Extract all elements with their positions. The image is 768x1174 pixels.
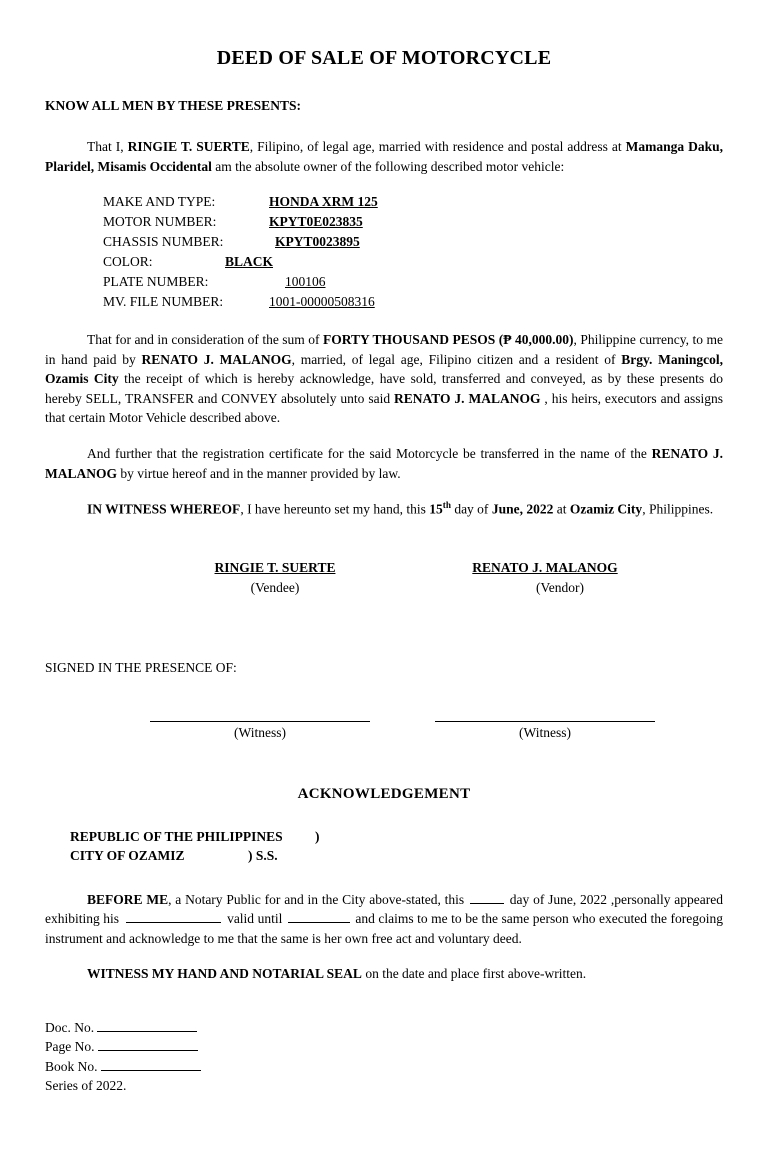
registration-text-b: by virtue hereof and in the manner provided by law.: [117, 465, 401, 481]
jurisdiction-row-republic: [70, 827, 723, 846]
signature-name-vendee: RINGIE T. SUERTE: [214, 560, 336, 576]
intro-text-b: , Filipino, of legal age, married with residence and postal address at: [249, 139, 626, 155]
signature-block: [45, 559, 723, 597]
vehicle-label-color: COLOR:: [103, 254, 153, 270]
registration-text-a: And further that the registration certificate for the said Motorcycle be transferred in the name of the: [87, 445, 652, 461]
vehicle-value-mv-file-number: 1001-00000508316: [269, 294, 375, 310]
registration-paragraph: [45, 444, 723, 483]
witness-signature-line-1: [150, 721, 370, 722]
notary-day-blank[interactable]: [470, 903, 504, 904]
execution-day-suffix: th: [442, 500, 451, 511]
book-no-label: Book No.: [45, 1058, 98, 1074]
consideration-text-a: That for and in consideration of the sum of: [87, 332, 324, 348]
vehicle-value-make: HONDA XRM 125: [269, 194, 378, 210]
acknowledgement-title: ACKNOWLEDGEMENT: [297, 786, 471, 803]
jurisdiction-row-city: [70, 846, 723, 865]
witness-seal-rest: on the date and place first above-written.: [361, 966, 587, 982]
page-no-label: Page No.: [45, 1039, 95, 1055]
vehicle-value-motor-number: KPYT0E023835: [269, 214, 363, 230]
vehicle-row: [103, 252, 723, 272]
consideration-text-b: , Philippine currency, to me in hand paid by: [45, 332, 723, 367]
signature-vendee: [160, 559, 390, 597]
document-content: [45, 45, 723, 1096]
preamble-heading: KNOW ALL MEN BY THESE PRESENTS:: [45, 98, 301, 114]
before-me-text-c: valid until: [223, 911, 286, 927]
signature-role-vendee: (Vendee): [250, 579, 300, 595]
intro-text-c: am the absolute owner of the following described motor vehicle:: [211, 158, 565, 174]
vendor-name-inline-2: RENATO J. MALANOG: [394, 390, 541, 406]
series-label: Series of 2022.: [45, 1078, 127, 1094]
vehicle-row: [103, 272, 723, 292]
witness-seal-paragraph: [45, 964, 723, 984]
witness-whereof-text-c: at: [553, 501, 570, 517]
witness-slot-2: [435, 721, 655, 742]
witness-label-1: (Witness): [234, 724, 286, 740]
doc-no-label: Doc. No.: [45, 1019, 95, 1035]
doc-no-blank[interactable]: [97, 1031, 197, 1032]
vehicle-value-chassis-number: KPYT0023895: [275, 234, 360, 250]
signature-role-vendor: (Vendor): [536, 579, 584, 595]
page-no-blank[interactable]: [98, 1050, 198, 1051]
jurisdiction-block: [45, 827, 723, 865]
vehicle-label-chassis-number: CHASSIS NUMBER:: [103, 234, 224, 250]
vendor-name-inline-3: RENATO J. MALANOG: [45, 445, 723, 481]
witness-whereof-text-b: day of: [450, 501, 492, 517]
intro-text-a: That I,: [87, 139, 128, 155]
execution-place: Ozamiz City: [569, 501, 643, 517]
before-me-text-b: day of June, 2022 ,personally appeared exhibiting his: [45, 891, 724, 927]
page-no-row: [45, 1037, 723, 1057]
vehicle-label-make: MAKE AND TYPE:: [103, 194, 216, 210]
consideration-text-c: , married, of legal age, Filipino citizen and a resident of: [291, 351, 622, 367]
signature-name-vendor: RENATO J. MALANOG: [472, 560, 618, 576]
vehicle-details-block: [45, 192, 723, 312]
execution-day-number: 15: [429, 501, 443, 517]
vendee-address-inline: Mamanga Daku, Plaridel, Misamis Occidental: [45, 139, 723, 174]
republic-label: REPUBLIC OF THE PHILIPPINES: [70, 829, 283, 845]
notary-validity-blank[interactable]: [288, 922, 350, 923]
vehicle-row: [103, 192, 723, 212]
vehicle-value-plate-number: 100106: [285, 274, 326, 290]
vehicle-label-plate-number: PLATE NUMBER:: [103, 274, 209, 290]
doc-no-row: [45, 1018, 723, 1038]
series-row: [45, 1076, 723, 1096]
document-numbers-block: [45, 1018, 723, 1096]
consideration-paragraph: [45, 330, 723, 428]
consideration-text-e: , his heirs, executors and assigns that certain Motor Vehicle described above.: [45, 390, 723, 426]
vehicle-value-color: BLACK: [225, 254, 274, 270]
witness-seal-lead: WITNESS MY HAND AND NOTARIAL SEAL: [87, 966, 362, 982]
signed-in-presence-heading: SIGNED IN THE PRESENCE OF:: [45, 659, 237, 675]
witness-signature-line-2: [435, 721, 655, 722]
execution-month-year: June, 2022: [491, 501, 554, 517]
vehicle-row: [103, 212, 723, 232]
vehicle-label-motor-number: MOTOR NUMBER:: [103, 214, 217, 230]
witness-slot-1: [150, 721, 370, 742]
consideration-text-d: the receipt of which is hereby acknowledge, have sold, transferred and conveyed, as by these presents do hereby SELL, TRANSFER and CONVEY absolutely unto said: [45, 371, 723, 406]
witness-whereof-text-d: , Philippines.: [642, 501, 714, 517]
witness-whereof-paragraph: [45, 499, 723, 519]
vehicle-row: [103, 232, 723, 252]
intro-paragraph: [45, 137, 723, 176]
city-paren: ) S.S.: [248, 848, 278, 864]
witness-signature-block: [45, 721, 723, 742]
consideration-amount: FORTY THOUSAND PESOS (₱ 40,000.00): [323, 332, 574, 348]
witness-whereof-text-a: , I have hereunto set my hand, this: [240, 501, 430, 517]
republic-paren: ): [315, 829, 320, 845]
signature-vendor: [430, 559, 660, 597]
notary-id-blank[interactable]: [126, 922, 221, 923]
before-me-text-a: , a Notary Public for and in the City above-stated, this: [168, 891, 468, 907]
witness-label-2: (Witness): [519, 724, 571, 740]
witness-whereof-lead: IN WITNESS WHEREOF: [87, 501, 241, 517]
before-me-lead: BEFORE ME: [87, 891, 169, 907]
city-label: CITY OF OZAMIZ: [70, 848, 185, 864]
before-me-paragraph: [45, 890, 723, 949]
before-me-text-d: and claims to me to be the same person who executed the foregoing instrument and acknowledge to me that the same is her own free act and voluntary deed.: [45, 911, 724, 946]
vendee-name-inline: RINGIE T. SUERTE: [127, 139, 250, 155]
page-title: DEED OF SALE OF MOTORCYCLE: [216, 47, 552, 69]
vehicle-label-mv-file-number: MV. FILE NUMBER:: [103, 294, 224, 310]
book-no-row: [45, 1057, 723, 1077]
book-no-blank[interactable]: [101, 1070, 201, 1071]
vendor-address-inline: Brgy. Maningcol, Ozamis City: [45, 351, 723, 387]
vehicle-row: [103, 292, 723, 312]
vendor-name-inline: RENATO J. MALANOG: [141, 351, 292, 367]
